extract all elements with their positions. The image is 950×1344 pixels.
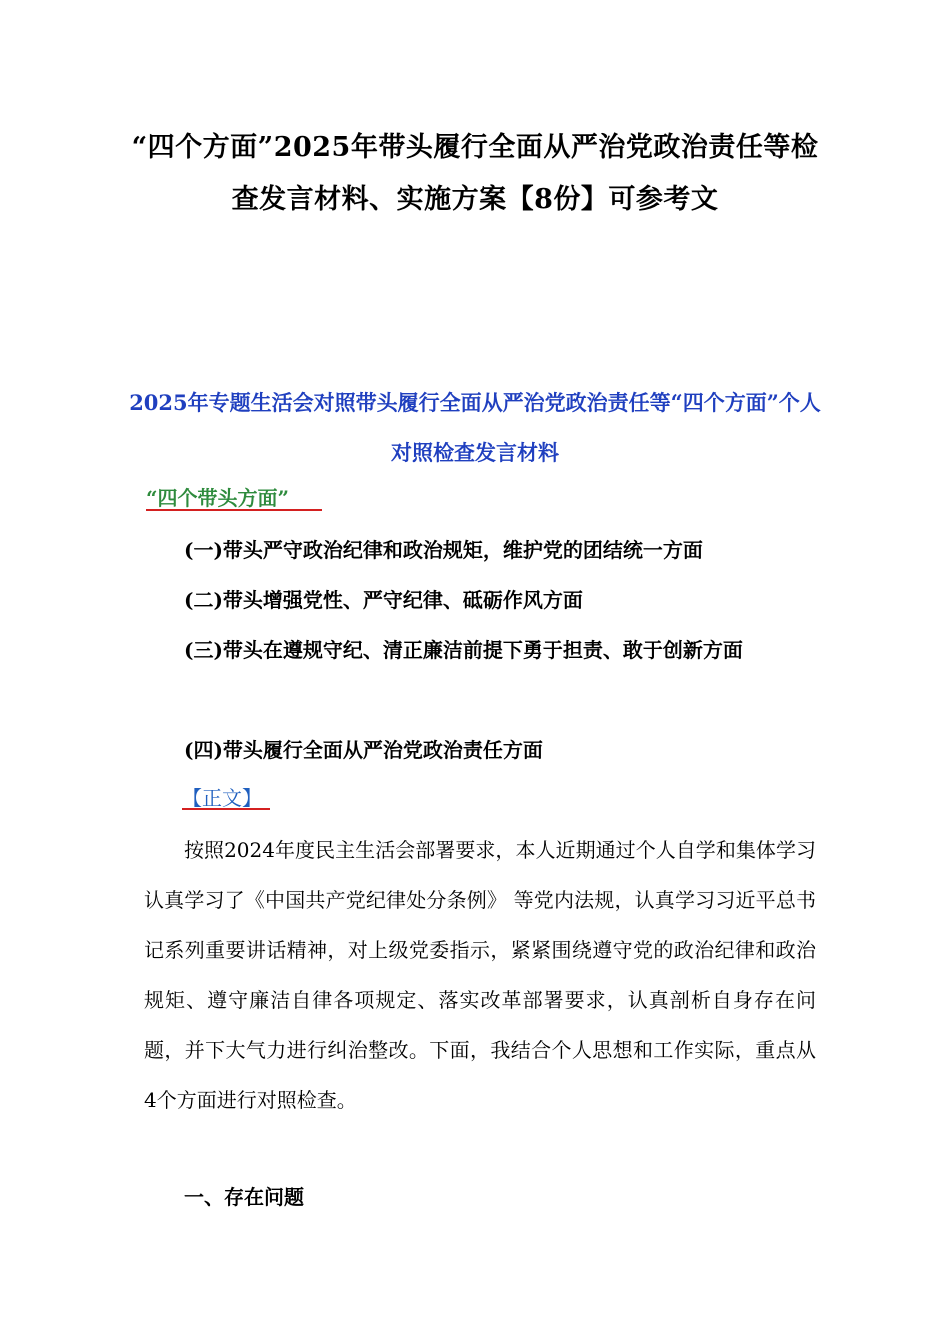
sub-title: 2025年专题生活会对照带头履行全面从严治党政治责任等“四个方面”个人对照检查发言材料 bbox=[129, 390, 821, 465]
aspect-item-2: (二)带头增强党性、严守纪律、砥砺作风方面 bbox=[184, 588, 583, 612]
section-heading: 一、存在问题 bbox=[184, 1185, 304, 1209]
aspect-item-1: (一)带头严守政治纪律和政治规矩，维护党的团结统一方面 bbox=[184, 538, 703, 562]
body-paragraph: 按照2024年度民主生活会部署要求，本人近期通过个人自学和集体学习认真学习了《中国共产党纪律处分条例》 等党内法规，认真学习习近平总书记系列重要讲话精神，对上级党委指示，紧紧围绕遵守党的政治纪律和政治规矩、遵守廉洁自律各项规定、落实改革部署要求，认真剖析自身存在问题，并下大气力进行纠治整改。下面，我结合个人思想和工作实际，重点从4个方面进行对照检查。 bbox=[144, 838, 816, 1112]
four-aspects-heading: “四个带头方面” bbox=[146, 486, 290, 510]
main-title: “四个方面”2025年带头履行全面从严治党政治责任等检查发言材料、实施方案【8份】可参考文 bbox=[131, 132, 819, 215]
zhengwen-red-underline bbox=[182, 808, 270, 810]
zhengwen-label: 【正文】 bbox=[182, 786, 262, 810]
aspect-item-4: (四)带头履行全面从严治党政治责任方面 bbox=[184, 738, 543, 762]
aspect-item-3: (三)带头在遵规守纪、清正廉洁前提下勇于担责、敢于创新方面 bbox=[184, 638, 743, 662]
heading-red-underline bbox=[146, 509, 322, 511]
